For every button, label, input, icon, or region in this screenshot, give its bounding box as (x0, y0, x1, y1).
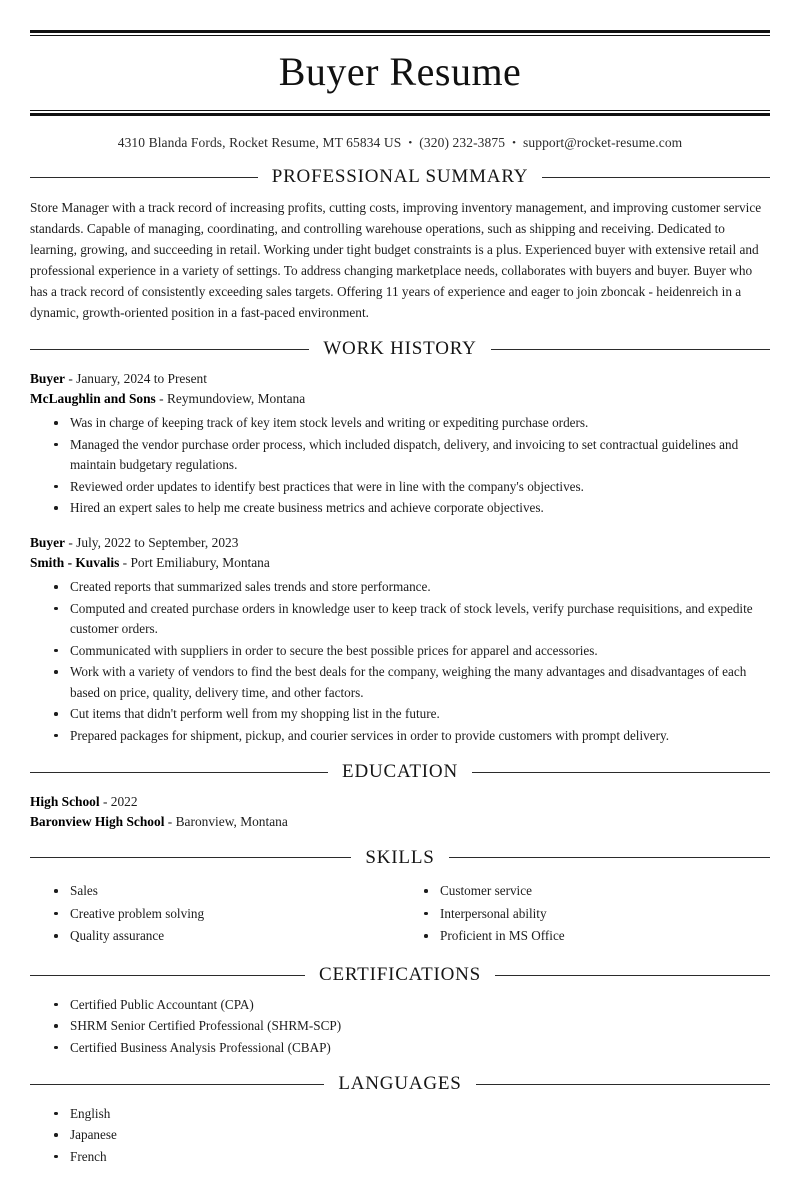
work-entry-bullets (30, 413, 770, 518)
heading-text: EDUCATION (342, 760, 458, 782)
list-item: SHRM Senior Certified Professional (SHRM-SCP) (48, 1016, 770, 1036)
list-item: Created reports that summarized sales trends and store performance. (48, 577, 770, 597)
degree-year-dash: - (102, 793, 108, 809)
certifications-list (30, 995, 770, 1058)
section-languages (30, 1074, 770, 1167)
skills-column-left (30, 881, 400, 948)
contact-line (30, 116, 770, 151)
work-entry (30, 533, 770, 746)
section-skills (30, 848, 770, 949)
list-item: Creative problem solving (48, 904, 400, 924)
work-entry (30, 369, 770, 519)
skills-column-right (400, 881, 770, 948)
list-item: Managed the vendor purchase order process, which included dispatch, delivery, and invoicing to set contractual guidelines and maintain budgetary regulations. (48, 435, 770, 476)
job-location: Port Emiliabury, Montana (130, 554, 270, 570)
list-item: Work with a variety of vendors to find the best deals for the company, weighing the many advantages and disadvantages of each based on price, quality, delivery time, and other factors. (48, 662, 770, 703)
education-school-line (30, 812, 770, 832)
list-item: Sales (48, 881, 400, 901)
heading-rule-left (30, 857, 351, 858)
list-item: Communicated with suppliers in order to secure the best possible prices for apparel and accessories. (48, 641, 770, 661)
list-item: Prepared packages for shipment, pickup, and courier services in order to provide customers with prompt delivery. (48, 726, 770, 746)
heading-rule-left (30, 1084, 324, 1085)
company-location-dash: - (159, 390, 164, 406)
languages-list (30, 1104, 770, 1167)
contact-separator-1: • (408, 137, 413, 149)
contact-phone: (320) 232-3875 (419, 135, 506, 150)
job-title: Buyer (30, 534, 65, 550)
degree-name: High School (30, 793, 100, 809)
list-item: Proficient in MS Office (418, 926, 770, 946)
heading-rule-right (449, 857, 770, 858)
company-name: Smith - Kuvalis (30, 554, 120, 570)
school-location-dash: - (167, 813, 173, 829)
list-item: English (48, 1104, 770, 1124)
school-name: Baronview High School (30, 813, 165, 829)
section-heading-work-history (30, 339, 770, 360)
school-location: Baronview, Montana (175, 813, 288, 829)
contact-email: support@rocket-resume.com (523, 135, 683, 150)
list-item: French (48, 1147, 770, 1167)
title-date-dash: - (68, 534, 73, 550)
work-entry-company-line (30, 553, 770, 573)
job-dates: July, 2022 to September, 2023 (76, 534, 239, 550)
education-entry (30, 792, 770, 832)
heading-rule-left (30, 975, 305, 976)
heading-text: LANGUAGES (338, 1073, 462, 1095)
list-item: Computed and created purchase orders in knowledge user to keep track of stock levels, verify purchase requisitions, and expedite customer orders. (48, 599, 770, 640)
skills-columns (30, 877, 770, 948)
job-title: Buyer (30, 370, 65, 386)
section-heading-professional-summary (30, 167, 770, 188)
section-heading-certifications (30, 965, 770, 986)
section-work-history (30, 339, 770, 746)
section-heading-skills (30, 848, 770, 869)
section-professional-summary (30, 167, 770, 323)
work-entry-title-line (30, 369, 770, 389)
job-location: Reymundoview, Montana (166, 390, 306, 406)
summary-text: Store Manager with a track record of increasing profits, cutting costs, improving inventory management, and improving customer service standards. Capable of managing, coordinating, and controlling warehouse operations, such as shipping and receiving. Dedicated to learning, growing, and succeeding in retail. Working under tight budget constraints is a plus. Experienced buyer with extensive retail and professional experience in a variety of settings. To address changing marketplace needs, collaborates with buyers and buyer. Buyer who has a track record of consistently exceeding sales targets. Offering 11 years of experience and eager to join zboncak - heidenreich in a dynamic, growth-oriented position in a fast-paced environment. (30, 199, 762, 320)
heading-rule-right (476, 1084, 770, 1085)
work-entry-title-line (30, 533, 770, 553)
heading-rule-left (30, 177, 258, 178)
section-certifications (30, 965, 770, 1058)
list-item: Certified Business Analysis Professional (CBAP) (48, 1038, 770, 1058)
heading-rule-right (542, 177, 770, 178)
work-entry-company-line (30, 389, 770, 409)
job-dates: January, 2024 to Present (76, 370, 207, 386)
education-degree-line (30, 792, 770, 812)
list-item: Japanese (48, 1125, 770, 1145)
heading-rule-right (472, 772, 770, 773)
list-item: Reviewed order updates to identify best practices that were in line with the company's objectives. (48, 477, 770, 497)
list-item: Customer service (418, 881, 770, 901)
list-item: Hired an expert sales to help me create business metrics and achieve corporate objectives. (48, 498, 770, 518)
contact-address: 4310 Blanda Fords, Rocket Resume, MT 65834 US (117, 135, 402, 150)
work-entry-bullets (30, 577, 770, 746)
heading-rule-left (30, 349, 309, 350)
list-item: Quality assurance (48, 926, 400, 946)
title-date-dash: - (68, 370, 73, 386)
page-title: Buyer Resume (278, 49, 522, 94)
list-item: Cut items that didn't perform well from my shopping list in the future. (48, 704, 770, 724)
section-heading-education (30, 762, 770, 783)
heading-rule-right (491, 349, 770, 350)
company-location-dash: - (122, 554, 128, 570)
section-education (30, 762, 770, 832)
contact-separator-2: • (512, 137, 517, 149)
list-item: Was in charge of keeping track of key item stock levels and writing or expediting purchase orders. (48, 413, 770, 433)
heading-rule-left (30, 772, 328, 773)
heading-text: SKILLS (365, 846, 435, 868)
heading-text: PROFESSIONAL SUMMARY (271, 166, 529, 187)
list-item: Certified Public Accountant (CPA) (48, 995, 770, 1015)
graduation-year: 2022 (110, 793, 138, 809)
section-heading-languages (30, 1074, 770, 1095)
company-name: McLaughlin and Sons (30, 390, 156, 406)
list-item: Interpersonal ability (418, 904, 770, 924)
heading-text: WORK HISTORY (323, 337, 477, 359)
heading-rule-right (495, 975, 770, 976)
heading-text: CERTIFICATIONS (318, 963, 482, 985)
